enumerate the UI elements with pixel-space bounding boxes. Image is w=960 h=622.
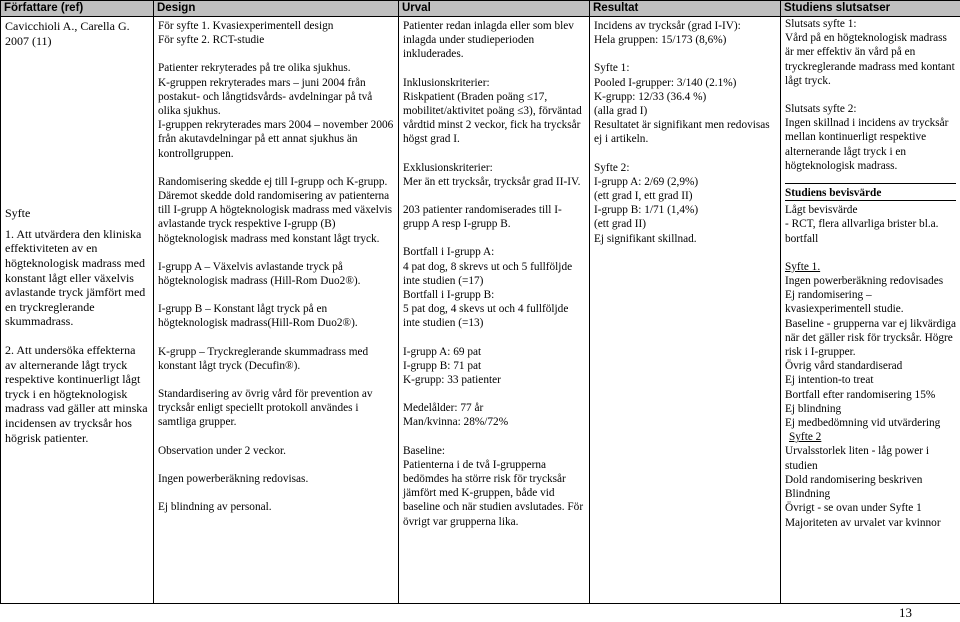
standardisation-text: Standardisering av övrig vård för prevention av trycksår enligt speciellt protokoll användes i samtliga grupper.: [158, 388, 373, 429]
header-conclusions: Studiens slutsatser: [781, 1, 960, 17]
critique-item: Ej intention-to treat: [785, 374, 874, 387]
results-purpose-2: Syfte 2: I-grupp A: 2/69 (2,9%) (ett grad I, ett grad II) I-grupp B: 1/71 (1,4%) (ett grad II) Ej signifikant skillnad.: [594, 161, 699, 245]
incidence-total: Incidens av trycksår (grad I-IV): Hela gruppen: 15/173 (8,6%): [594, 20, 741, 47]
evidence-level: Lågt bevisvärde: [785, 204, 858, 217]
baseline-text: Baseline: Patienterna i de två I-grupperna bedömdes ha större risk för trycksår jämfört med K-gruppen, både vid baseline och när studien avslutades. För övrigt var grupperna lika.: [403, 444, 584, 528]
group-b-text: I-grupp B – Konstant lågt tryck på en högteknologisk madrass(Hill-Rom Duo2®).: [158, 303, 358, 330]
author-cell: [1, 17, 154, 604]
critique-item: Urvalsstorlek liten - låg power i studien: [785, 445, 929, 472]
study-row: [1, 17, 960, 604]
critique-item: Majoriteten av urvalet var kvinnor: [785, 516, 941, 529]
purpose-1-text: 1. Att utvärdera den kliniska effektiviteten av en högteknologisk madrass med konstant lågt eller växelvis avlastande tryck jämfört med en tryckreglerande skummadrass.: [5, 226, 146, 329]
critique-item: Dold randomisering beskriven: [785, 473, 923, 486]
critique-item: Blindning: [785, 488, 831, 501]
purpose-2-text: 2. Att undersöka effekterna av alternerande lågt tryck respektive kontinuerligt lågt tryck i en högteknologisk madrass vad gäller att minska incidensen av trycksår hos högrisk patienter.: [5, 342, 148, 445]
inclusion-intro: Patienter redan inlagda eller som blev inlagda under studieperioden inkluderades.: [403, 20, 574, 61]
observation-text: Observation under 2 veckor.: [158, 444, 286, 457]
inclusion-criteria: Inklusionskriterier: Riskpatient (Braden poäng ≤17, mobilitet/aktivitet poäng ≤3), förväntad vårdtid minst 2 veckor, fick ha trycksår högst grad I.: [403, 76, 582, 146]
critique-purpose-2-title: Syfte 2: [789, 431, 822, 444]
recruitment-text: Patienter rekryterades på tre olika sjukhus. K-gruppen rekryterades mars – juni 2004 från postakut- och långtidsvårds- avdelningar på två olika sjukhus. I-gruppen rekryterades mars 2004 – november 2006 från akutavdelningar på ett annat sjukhus än kontrollgruppen.: [158, 62, 394, 160]
author-text: Cavicchioli A., Carella G. 2007 (11): [5, 19, 130, 48]
critique-item: Övrigt - se ovan under Syfte 1: [785, 502, 922, 515]
page-number: 13: [899, 605, 912, 620]
critique-item: Ej medbedömning vid utvärdering: [785, 417, 941, 430]
design-types: För syfte 1. Kvasiexperimentell design För syfte 2. RCT-studie: [158, 20, 334, 47]
group-sizes: I-grupp A: 69 pat I-grupp B: 71 pat K-grupp: 33 patienter: [403, 345, 501, 387]
critique-purpose-2-list: [785, 444, 956, 529]
evidence-section: [785, 183, 956, 246]
evidence-title: Studiens bevisvärde: [785, 186, 956, 201]
group-a-text: I-grupp A – Växelvis avlastande tryck på högteknologisk madrass (Hill-Rom Duo2®).: [158, 260, 361, 288]
results-cell: [590, 17, 781, 604]
critique-purpose-1-title: Syfte 1.: [785, 260, 821, 273]
critique-item: Bortfall efter randomisering 15%: [785, 388, 936, 401]
dropout-text: Bortfall i I-grupp A: 4 pat dog, 8 skrevs ut och 5 fullföljde inte studien (=17) Bortfall i I-grupp B: 5 pat dog, 4 skevs ut och 4 fullföljde inte studien (=13): [403, 246, 573, 330]
header-design: Design: [154, 1, 399, 17]
conclusion-purpose-2: Slutsats syfte 2: Ingen skillnad i incidens av trycksår mellan kontinuerligt respektive alternerande lågt tryck i en högteknologisk madrass.: [785, 103, 949, 172]
critique-item: Ej blindning: [785, 402, 842, 415]
randomised-count: 203 patienter randomiserades till I-grupp A resp I-grupp B.: [403, 204, 562, 231]
critique-item: Ingen powerberäkning redovisades: [785, 275, 944, 288]
exclusion-criteria: Exklusionskriterier: Mer än ett trycksår, trycksår grad II-IV.: [403, 161, 581, 188]
conclusions-cell: [781, 17, 960, 604]
selection-cell: [399, 17, 590, 604]
critique-item: Ej randomisering – kvasiexperimentell studie.: [785, 289, 904, 316]
evidence-note: - RCT, flera allvarliga brister bl.a. bortfall: [785, 218, 939, 245]
randomisation-text: Randomisering skedde ej till I-grupp och K-grupp. Däremot skedde dold randomisering av patienterna till I-grupp A högteknologisk madrass med växelvis avlastande tryck respektive I-grupp (B) högteknologisk madrass med konstant lågt tryck.: [158, 175, 393, 245]
header-results: Resultat: [590, 1, 781, 17]
critique-purpose-1-list: [785, 274, 956, 430]
header-row: [1, 1, 960, 17]
results-purpose-1: Syfte 1: Pooled I-grupper: 3/140 (2.1%) K-grupp: 12/33 (36.4 %) (alla grad I) Resultatet är signifikant men redovisas ej i artikeln.: [594, 62, 770, 146]
critique-item: Övrig vård standardiserad: [785, 360, 903, 373]
demographics: Medelålder: 77 år Man/kvinna: 28%/72%: [403, 402, 509, 429]
blinding-text: Ej blindning av personal.: [158, 501, 272, 514]
power-text: Ingen powerberäkning redovisas.: [158, 472, 309, 485]
header-author: Författare (ref): [1, 1, 154, 17]
critique-item: Baseline - grupperna var ej likvärdiga när det gäller risk för trycksår. Högre risk i I-grupper.: [785, 317, 956, 359]
conclusion-purpose-1: Slutsats syfte 1: Vård på en högteknologisk madrass är mer effektiv än vård på en tryckreglerande madrass med kontant lågt tryck.: [785, 18, 955, 87]
purpose-title: Syfte: [5, 206, 31, 221]
control-group-text: K-grupp – Tryckreglerande skummadrass med konstant lågt tryck (Decufin®).: [158, 345, 369, 372]
design-cell: [154, 17, 399, 604]
header-selection: Urval: [399, 1, 590, 17]
